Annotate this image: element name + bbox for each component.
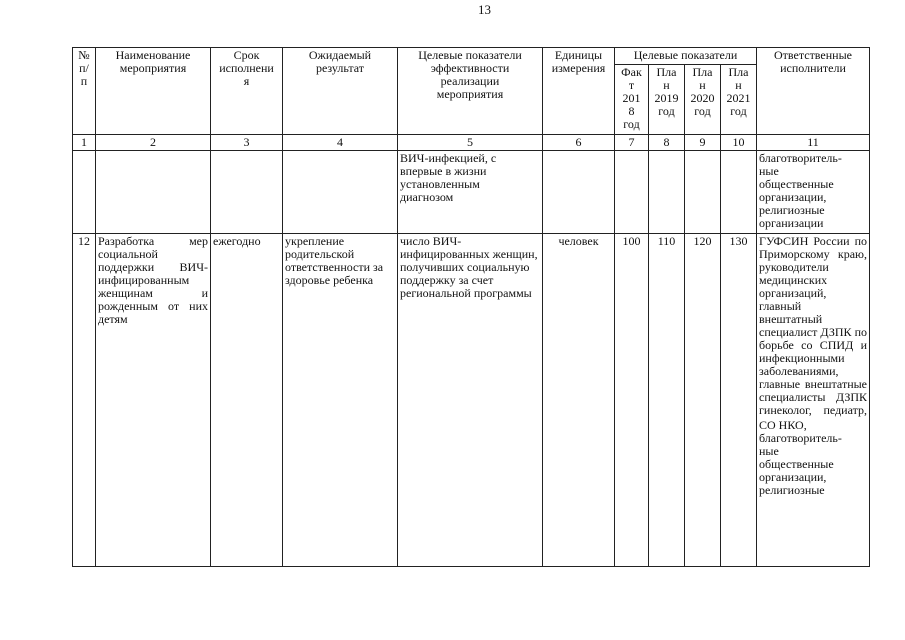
header-name: Наименование мероприятия [96, 48, 211, 135]
plan-2021: 130 [721, 234, 757, 567]
row-number: 12 [73, 234, 96, 567]
cell-empty [283, 151, 398, 234]
target-indicator: число ВИЧ-инфицированных женщин, получивших социальную поддержку за счет региональной программы [398, 234, 543, 567]
column-number-row [73, 135, 870, 151]
cell-empty [615, 151, 649, 234]
header-result: Ожидаемый результат [283, 48, 398, 135]
cell-empty [685, 151, 721, 234]
column-number: 10 [721, 135, 757, 151]
cell-empty [211, 151, 283, 234]
activity-term: ежегодно [211, 234, 283, 567]
table-header-row [73, 48, 870, 65]
executors-text-continued: СО НКО, благотворитель- ные общественные организации, религиозные [759, 418, 842, 497]
continued-executors: благотворитель- ные общественные организации, религиозные организации [757, 151, 870, 234]
expected-result: укрепление родительской ответственности за здоровье ребенка [283, 234, 398, 567]
cell-empty [649, 151, 685, 234]
responsible-executors [757, 234, 870, 567]
header-plan-2019: Пла н 2019 год [649, 65, 685, 135]
header-executors: Ответственные исполнители [757, 48, 870, 135]
header-target-group: Целевые показатели [615, 48, 757, 65]
column-number: 11 [757, 135, 870, 151]
table-row [73, 151, 870, 234]
plan-2019: 110 [649, 234, 685, 567]
cell-empty [73, 151, 96, 234]
cell-empty [721, 151, 757, 234]
header-unit: Единицы измерения [543, 48, 615, 135]
column-number: 5 [398, 135, 543, 151]
cell-empty [543, 151, 615, 234]
cell-empty [96, 151, 211, 234]
column-number: 7 [615, 135, 649, 151]
header-number: № п/ п [73, 48, 96, 135]
activity-name: Разработка мер социальной поддержки ВИЧ-инфицированным женщинам и рожденным от них детям [96, 234, 211, 567]
continued-indicator: ВИЧ-инфекцией, с впервые в жизни установленным диагнозом [398, 151, 543, 234]
page-number: 13 [478, 2, 491, 17]
column-number: 8 [649, 135, 685, 151]
plan-2020: 120 [685, 234, 721, 567]
activities-table [72, 47, 870, 567]
header-plan-2021: Пла н 2021 год [721, 65, 757, 135]
unit-of-measure: человек [543, 234, 615, 567]
table-row [73, 234, 870, 567]
column-number: 3 [211, 135, 283, 151]
header-indicators: Целевые показатели эффективности реализации мероприятия [398, 48, 543, 135]
header-plan-2020: Пла н 2020 год [685, 65, 721, 135]
executors-text: ГУФСИН России по Приморскому краю, руководители медицинских организаций, главный внештатный специалист ДЗПК по борьбе со СПИД и инфекционными заболеваниями, главные внештатные специалисты ДЗПК гинеколог, педиатр, [759, 234, 867, 417]
fact-2018: 100 [615, 234, 649, 567]
column-number: 6 [543, 135, 615, 151]
header-fact-2018: Фак т 201 8 год [615, 65, 649, 135]
column-number: 1 [73, 135, 96, 151]
column-number: 4 [283, 135, 398, 151]
header-term: Срок исполнени я [211, 48, 283, 135]
column-number: 9 [685, 135, 721, 151]
column-number: 2 [96, 135, 211, 151]
